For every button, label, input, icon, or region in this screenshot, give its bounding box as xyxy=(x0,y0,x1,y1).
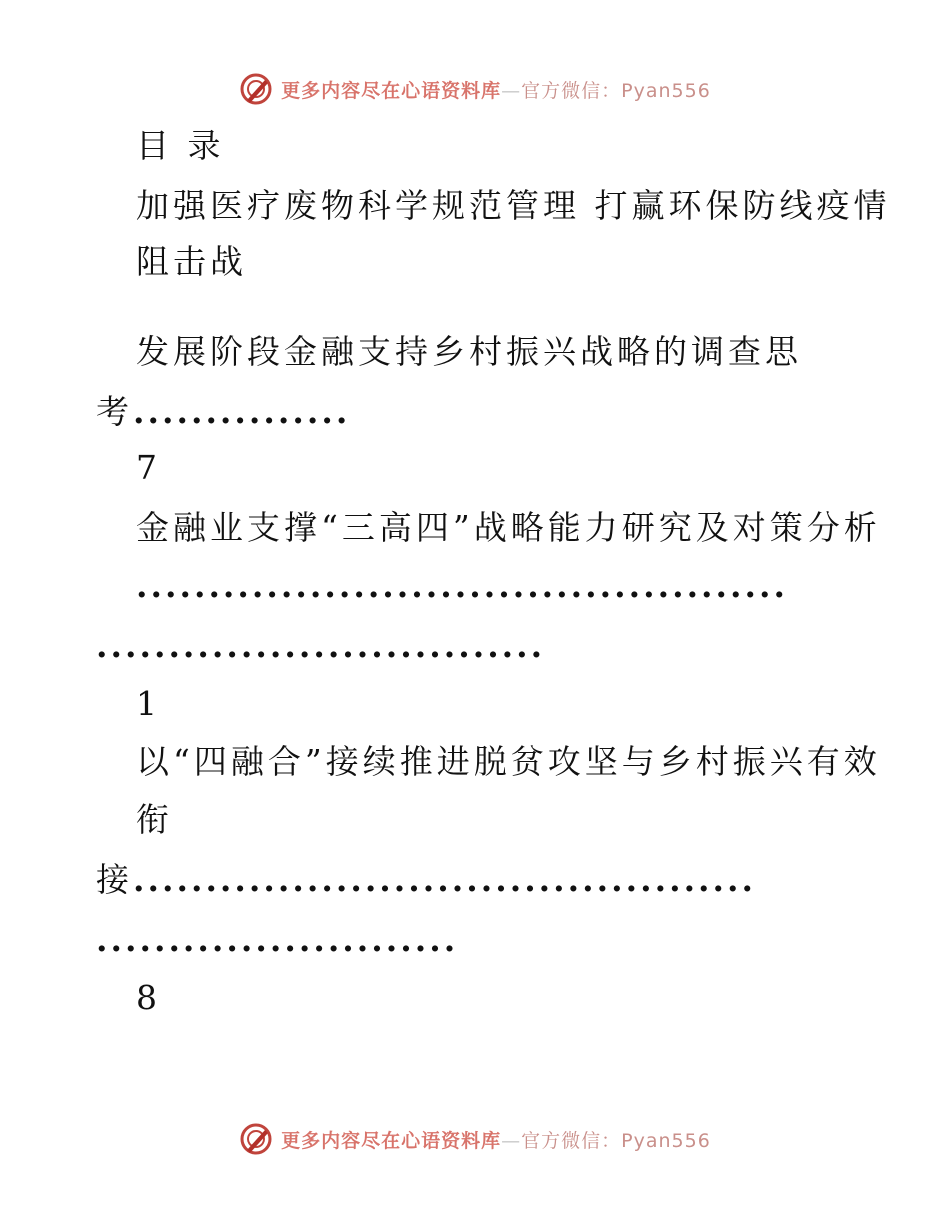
banner-text xyxy=(281,1126,711,1153)
banner-wechat-text: 官方微信：Pyan556 xyxy=(521,1129,711,1152)
toc-entry-1-title-line-2: 阻击战 xyxy=(136,242,247,281)
toc-entry-2-title-line-1: 发展阶段金融支持乡村振兴战略的调查思 xyxy=(136,332,802,371)
toc-entry-2-title-tail: 考 xyxy=(96,392,133,431)
header-watermark-banner xyxy=(0,72,950,106)
toc-entry-3-leader-dots-2: ............................... xyxy=(96,626,546,665)
toc-heading: 目 录 xyxy=(136,126,225,165)
toc-entry-4-title-tail: 接 xyxy=(96,860,133,899)
toc-entry-4-page-number: 8 xyxy=(136,978,161,1017)
banner-text xyxy=(281,76,711,103)
toc-entry-4-title-line-1: 以“四融合”接续推进脱贫攻坚与乡村振兴有效 xyxy=(136,742,881,781)
toc-entry-2-page-number: 7 xyxy=(136,448,161,487)
toc-entry-2-title-line-2 xyxy=(96,392,350,432)
toc-entry-2-leader-dots: ............... xyxy=(133,392,351,431)
toc-entry-3-title-line-1: 金融业支撑“三高四”战略能力研究及对策分析 xyxy=(136,508,881,547)
toc-entry-3-leader-dots-1: ............................................. xyxy=(136,566,788,605)
toc-entry-1-title-line-1: 加强医疗废物科学规范管理 打赢环保防线疫情 xyxy=(136,186,891,225)
pen-logo-icon xyxy=(239,1122,273,1156)
toc-entry-4-title-line-3 xyxy=(96,860,756,900)
toc-entry-4-title-line-2: 衔 xyxy=(136,800,173,839)
pen-logo-icon xyxy=(239,72,273,106)
banner-separator: — xyxy=(501,1129,522,1152)
toc-entry-3-page-number: 1 xyxy=(136,684,161,723)
banner-brand-text: 更多内容尽在心语资料库 xyxy=(281,1129,502,1152)
banner-separator: — xyxy=(501,79,522,102)
footer-watermark-banner xyxy=(0,1122,950,1156)
banner-brand-text: 更多内容尽在心语资料库 xyxy=(281,79,502,102)
banner-wechat-text: 官方微信：Pyan556 xyxy=(521,79,711,102)
toc-entry-4-leader-dots-2: ......................... xyxy=(96,920,459,959)
toc-entry-4-leader-dots-1: ........................................... xyxy=(133,860,757,899)
